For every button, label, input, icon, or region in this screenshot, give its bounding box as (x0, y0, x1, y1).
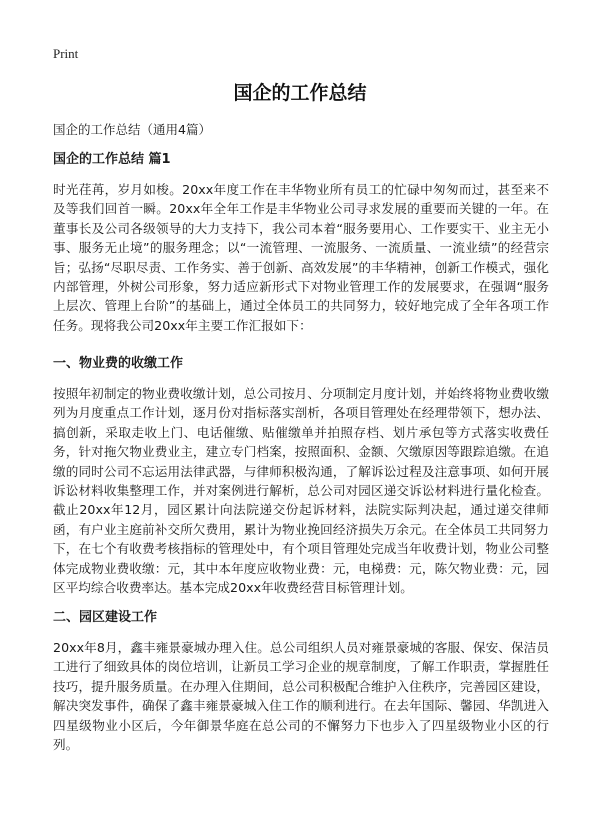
intro-paragraph: 时光荏苒，岁月如梭。20xx年度工作在丰华物业所有员工的忙碌中匆匆而过，甚至来不及等我们回首一瞬。20xx年全年工作是丰华物业公司寻求发展的重要而关键的一年。在董事长及公司各级领导的大力支持下，我公司本着“服务要用心、工作要实干、业主无小事、服务无止境”的服务理念；以“一流管理、一流服务、一流质量、一流业绩”的经营宗旨；弘扬“尽职尽责、工作务实、善于创新、高效发展”的丰华精神，创新工作模式，强化内部管理，外树公司形象，努力适应新形式下对物业管理工作的发展要求，在强调“服务上层次、管理上台阶”的基础上，通过全体员工的共同努力，较好地完成了全年各项工作任务。现将我公司20xx年主要工作汇报如下： (53, 182, 549, 333)
print-link[interactable]: Print (53, 46, 79, 61)
park-construction-paragraph: 20xx年8月，鑫丰雍景豪城办理入住。总公司组织人员对雍景豪城的客服、保安、保洁员工进行了细致具体的岗位培训，让新员工学习企业的规章制度，了解工作职责，掌握胜任技巧，提升服务质量。在办理入住期间，总公司积极配合维护入住秩序，完善园区建设，解决突发事件，确保了鑫丰雍景豪城入住工作的顺利进行。在去年国际、馨园、华凯进入四星级物业小区后，今年御景华庭在总公司的不懈努力下也步入了四星级物业小区的行列。 (53, 640, 549, 753)
property-fee-paragraph: 按照年初制定的物业费收缴计划，总公司按月、分项制定月度计划，并始终将物业费收缴列为月度重点工作计划，逐月份对指标落实剖析，各项目管理处在经理带领下，想办法、搞创新，采取走收上门、电话催缴、贴催缴单并拍照存档、划片承包等方式落实收费任务，针对拖欠物业费业主，建立专门档案，按照面积、金额、欠缴原因等跟踪追缴。在追缴的同时公司不忘运用法律武器，与律师积极沟通，了解诉讼过程及注意事项、如何开展诉讼材料收集整理工作，并对案例进行解析，总公司对园区递交诉讼材料进行量化检查。截止20xx年12月，园区累计向法院递交份起诉材料，法院实际判决起，通过递交律师函，有户业主庭前补交所欠费用，累计为物业挽回经济损失万余元。在全体员工共同努力下，在七个有收费考核指标的管理处中，有个项目管理处完成当年收费计划，物业公司整体完成物业费收缴：元，其中本年度应收物业费：元，电梯费：元，陈欠物业费：元，园区平均综合收费率达。基本完成20xx年收费经营目标管理计划。 (53, 386, 549, 596)
section-heading-property-fee: 一、物业费的收缴工作 (53, 356, 184, 371)
part-heading: 国企的工作总结 篇1 (53, 152, 171, 167)
page-title: 国企的工作总结 (233, 82, 367, 104)
document-subtitle: 国企的工作总结（通用4篇） (53, 122, 211, 137)
section-heading-park-construction: 二、园区建设工作 (53, 610, 158, 625)
